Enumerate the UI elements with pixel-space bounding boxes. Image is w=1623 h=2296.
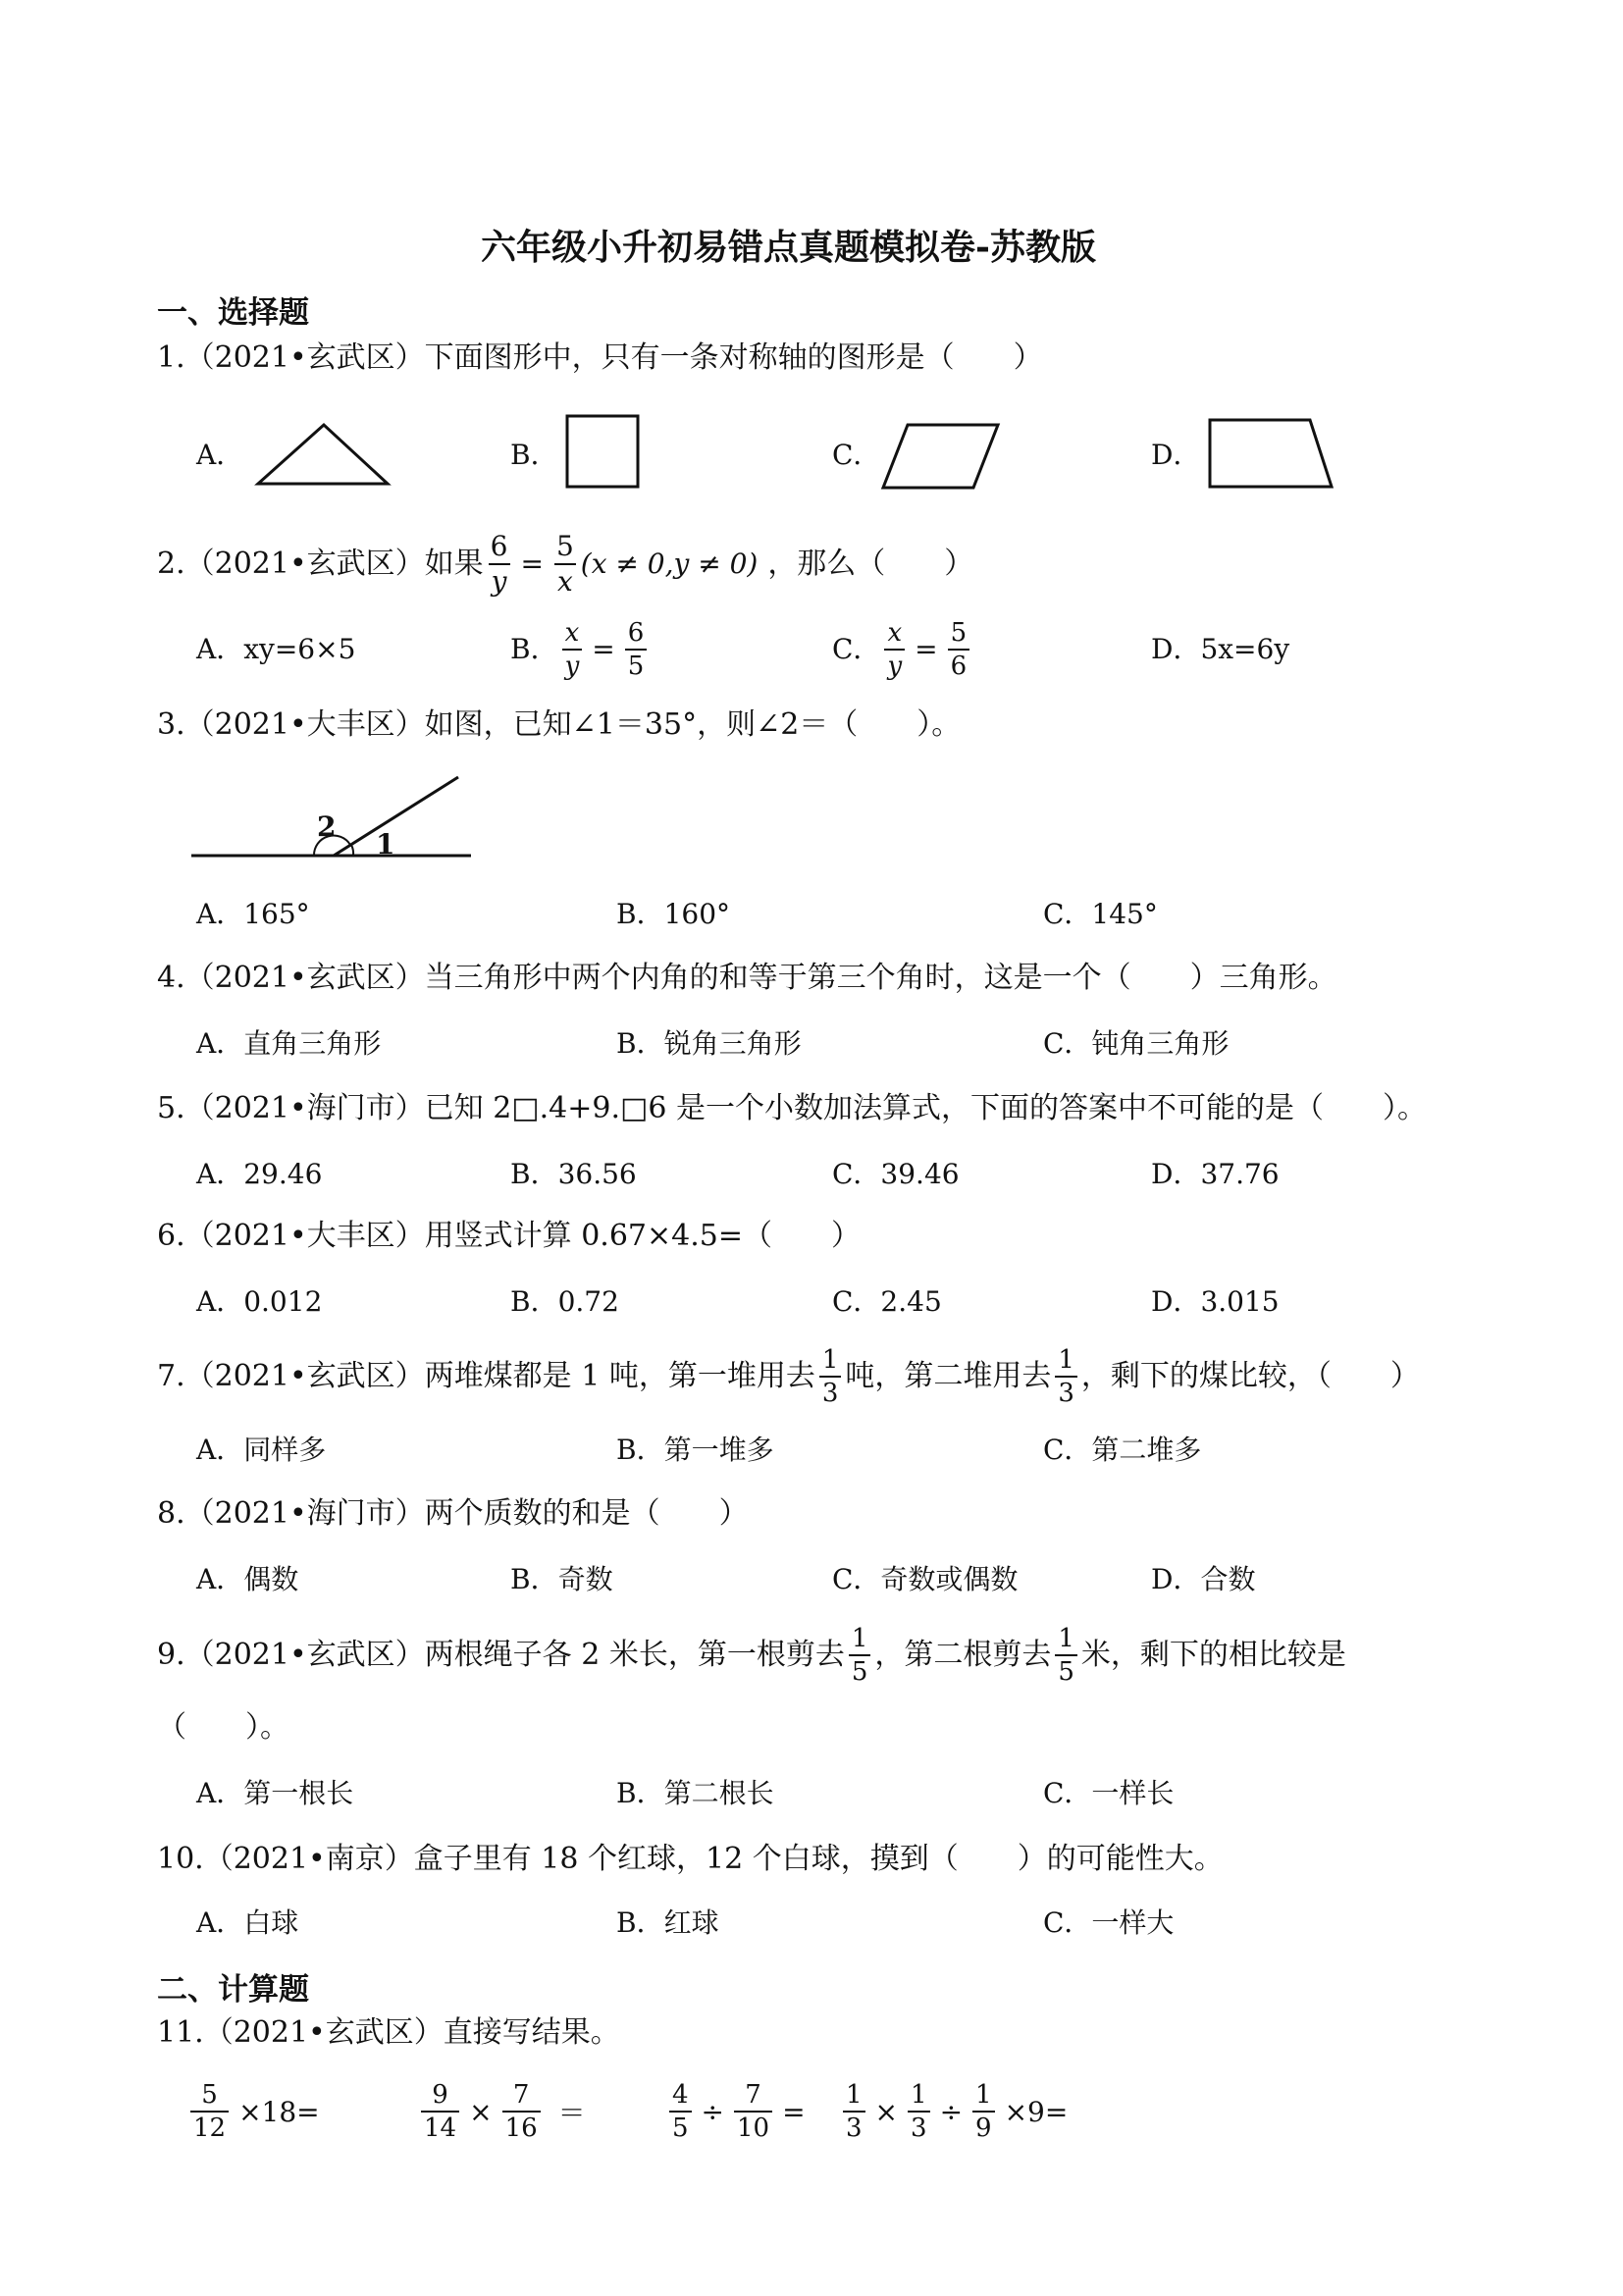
q7-option-b: B．第一堆多 <box>616 1434 774 1466</box>
q1-option-d: D． <box>1151 439 1201 471</box>
q9-part-1: 9.（2021•玄武区）两根绳子各 2 米长，第一根剪去 <box>157 1638 845 1672</box>
section-heading-choice: 一、选择题 <box>157 295 309 331</box>
q9-fraction-2 <box>1055 1626 1077 1685</box>
q9-fraction-1 <box>849 1626 871 1685</box>
denominator: 16 <box>502 2111 541 2141</box>
numerator: 6 <box>627 618 645 648</box>
operator: × <box>469 2095 493 2128</box>
q2-suffix: ，那么（ ） <box>767 547 974 581</box>
q5-option-b: B．36.56 <box>510 1158 637 1190</box>
q2-fraction-2 <box>553 530 577 598</box>
denominator: 6 <box>948 649 970 679</box>
q8-option-d: D．合数 <box>1151 1563 1256 1595</box>
q7-part-1: 7.（2021•玄武区）两堆煤都是 1 吨，第一堆用去 <box>157 1359 815 1393</box>
q2-option-a: A．xy=6×5 <box>196 633 356 665</box>
numerator: 1 <box>851 1624 868 1653</box>
q11-expression-4 <box>839 2072 1073 2151</box>
denominator: 3 <box>819 1376 842 1406</box>
angle-diagram <box>191 765 486 863</box>
q7-part-2: 吨，第二堆用去 <box>845 1359 1052 1393</box>
question-11-stem: 11.（2021•玄武区）直接写结果。 <box>157 2015 620 2050</box>
fraction <box>190 2082 229 2141</box>
denominator: 5 <box>669 2111 692 2141</box>
q2-option-b <box>510 616 651 683</box>
denominator: 5 <box>625 649 648 679</box>
fraction-3 <box>972 2082 995 2141</box>
fraction-1 <box>669 2082 692 2141</box>
q2-option-b-label: B． <box>510 633 558 665</box>
denominator: 3 <box>908 2111 930 2141</box>
q6-option-b: B．0.72 <box>510 1285 619 1318</box>
q6-option-a: A．0.012 <box>196 1285 323 1318</box>
denominator: 9 <box>972 2111 995 2141</box>
question-2-stem <box>157 530 973 599</box>
denominator: 12 <box>190 2111 229 2141</box>
equals: = <box>592 633 615 665</box>
question-5-stem: 5.（2021•海门市）已知 2□.4+9.□6 是一个小数加法算式，下面的答案中不可能的是（ ）。 <box>157 1091 1427 1125</box>
q6-option-c: C．2.45 <box>832 1285 942 1318</box>
numerator: 1 <box>1058 1345 1074 1375</box>
q1-option-b: B． <box>510 439 558 471</box>
question-7-stem <box>157 1342 1420 1411</box>
q2-f2-numerator: 5 <box>555 530 574 562</box>
q2-f1-denominator: y <box>489 563 510 596</box>
q9-option-c: C．一样长 <box>1043 1777 1175 1809</box>
q9-part-3: 米，剩下的相比较是 <box>1080 1638 1346 1672</box>
q7-fraction-2 <box>1055 1347 1077 1406</box>
q1-option-a: A． <box>196 439 244 471</box>
q10-option-b: B．红球 <box>616 1906 719 1939</box>
operator-2: ÷ <box>939 2095 964 2128</box>
fraction-1 <box>421 2082 459 2141</box>
denominator: 10 <box>734 2111 772 2141</box>
fraction-2 <box>908 2082 930 2141</box>
q7-option-c: C．第二堆多 <box>1043 1434 1202 1466</box>
fraction-2 <box>734 2082 772 2141</box>
numerator: 9 <box>432 2080 448 2110</box>
denominator: y <box>884 649 905 679</box>
q2-option-d: D．5x=6y <box>1151 633 1290 665</box>
angle-label-1: 1 <box>376 828 395 861</box>
angle-label-2: 2 <box>317 810 337 843</box>
numerator: 1 <box>1058 1624 1074 1653</box>
numerator: 1 <box>911 2080 927 2110</box>
q1-option-c: C． <box>832 439 881 471</box>
question-8-stem: 8.（2021•海门市）两个质数的和是（ ） <box>157 1496 749 1531</box>
q2-fraction-1 <box>488 530 511 598</box>
q4-option-b: B．锐角三角形 <box>616 1027 802 1060</box>
page-title: 六年级小升初易错点真题模拟卷-苏教版 <box>481 227 1096 268</box>
q5-option-a: A．29.46 <box>196 1158 323 1190</box>
q2-condition: (x ≠ 0,y ≠ 0) <box>580 548 759 580</box>
q7-option-a: A．同样多 <box>196 1434 327 1466</box>
q2-option-c-label: C． <box>832 633 881 665</box>
q2-equals: = <box>520 548 544 580</box>
q3-option-b: B．160° <box>616 898 731 930</box>
parallelogram-icon <box>878 417 1006 496</box>
question-9-line-2: （ ）。 <box>157 1710 289 1745</box>
denominator: 5 <box>1055 1654 1077 1685</box>
question-1-stem: 1.（2021•玄武区）下面图形中，只有一条对称轴的图形是（ ） <box>157 340 1043 375</box>
q8-option-a: A．偶数 <box>196 1563 299 1595</box>
q8-option-c: C．奇数或偶数 <box>832 1563 1019 1595</box>
q9-option-b: B．第二根长 <box>616 1777 774 1809</box>
numerator: 5 <box>201 2080 218 2110</box>
denominator: y <box>562 649 583 679</box>
denominator: 3 <box>1055 1376 1077 1406</box>
numerator: 1 <box>821 1345 839 1375</box>
q6-option-d: D．3.015 <box>1151 1285 1280 1318</box>
q2-f1-numerator: 6 <box>490 530 508 562</box>
angle-1-arc <box>351 845 353 856</box>
question-6-stem: 6.（2021•大丰区）用竖式计算 0.67×4.5=（ ） <box>157 1219 861 1253</box>
q11-expression-1 <box>186 2072 326 2151</box>
q2-option-c-left-fraction <box>884 620 905 679</box>
numerator: 4 <box>672 2080 689 2110</box>
q2-prefix: 2.（2021•玄武区）如果 <box>157 547 484 581</box>
trapezoid-icon <box>1202 412 1339 496</box>
numerator: 7 <box>745 2080 761 2110</box>
numerator: x <box>887 618 903 648</box>
question-9-stem <box>157 1621 1346 1690</box>
question-3-stem: 3.（2021•大丰区）如图，已知∠1＝35°，则∠2＝（ ）。 <box>157 707 962 742</box>
numerator: 7 <box>512 2080 530 2110</box>
q9-part-2: ，第二根剪去 <box>874 1638 1052 1672</box>
fraction-2 <box>502 2082 541 2141</box>
q2-option-c <box>832 616 973 683</box>
operator: ÷ <box>701 2095 725 2128</box>
section-heading-calc: 二、计算题 <box>157 1972 309 2008</box>
q2-f2-denominator: x <box>554 563 576 596</box>
fraction-1 <box>843 2082 865 2141</box>
question-4-stem: 4.（2021•玄武区）当三角形中两个内角的和等于第三个角时，这是一个（ ）三角形。 <box>157 961 1337 995</box>
q4-option-c: C．钝角三角形 <box>1043 1027 1230 1060</box>
numerator: 1 <box>975 2080 992 2110</box>
q2-option-b-right-fraction <box>625 620 648 679</box>
numerator: x <box>564 618 580 648</box>
numerator: 1 <box>846 2080 863 2110</box>
q2-option-c-right-fraction <box>948 620 970 679</box>
q3-option-a: A．165° <box>196 898 310 930</box>
tail: ＝ <box>557 2097 586 2129</box>
tail: ×18= <box>238 2095 320 2128</box>
q10-option-a: A．白球 <box>196 1906 299 1939</box>
q11-expression-3 <box>665 2072 812 2151</box>
q2-option-b-left-fraction <box>562 620 583 679</box>
q9-option-a: A．第一根长 <box>196 1777 354 1809</box>
denominator: 5 <box>849 1654 871 1685</box>
square-icon <box>559 410 648 494</box>
triangle-icon <box>250 417 397 496</box>
q5-option-c: C．39.46 <box>832 1158 960 1190</box>
q11-expression-2 <box>417 2072 592 2151</box>
q7-part-3: ，剩下的煤比较，（ ） <box>1080 1359 1420 1393</box>
q3-option-c: C．145° <box>1043 898 1158 930</box>
denominator: 14 <box>421 2111 459 2141</box>
ray <box>334 777 458 856</box>
denominator: 3 <box>843 2111 865 2141</box>
equals: = <box>915 633 938 665</box>
numerator: 5 <box>950 618 968 648</box>
q7-fraction-1 <box>819 1347 842 1406</box>
q5-option-d: D．37.76 <box>1151 1158 1280 1190</box>
q4-option-a: A．直角三角形 <box>196 1027 382 1060</box>
tail: = <box>782 2095 806 2128</box>
q10-option-c: C．一样大 <box>1043 1906 1175 1939</box>
operator-1: × <box>874 2095 899 2128</box>
tail: ×9= <box>1004 2095 1069 2128</box>
q8-option-b: B．奇数 <box>510 1563 613 1595</box>
question-10-stem: 10.（2021•南京）盒子里有 18 个红球，12 个白球，摸到（ ）的可能性大。 <box>157 1842 1224 1876</box>
